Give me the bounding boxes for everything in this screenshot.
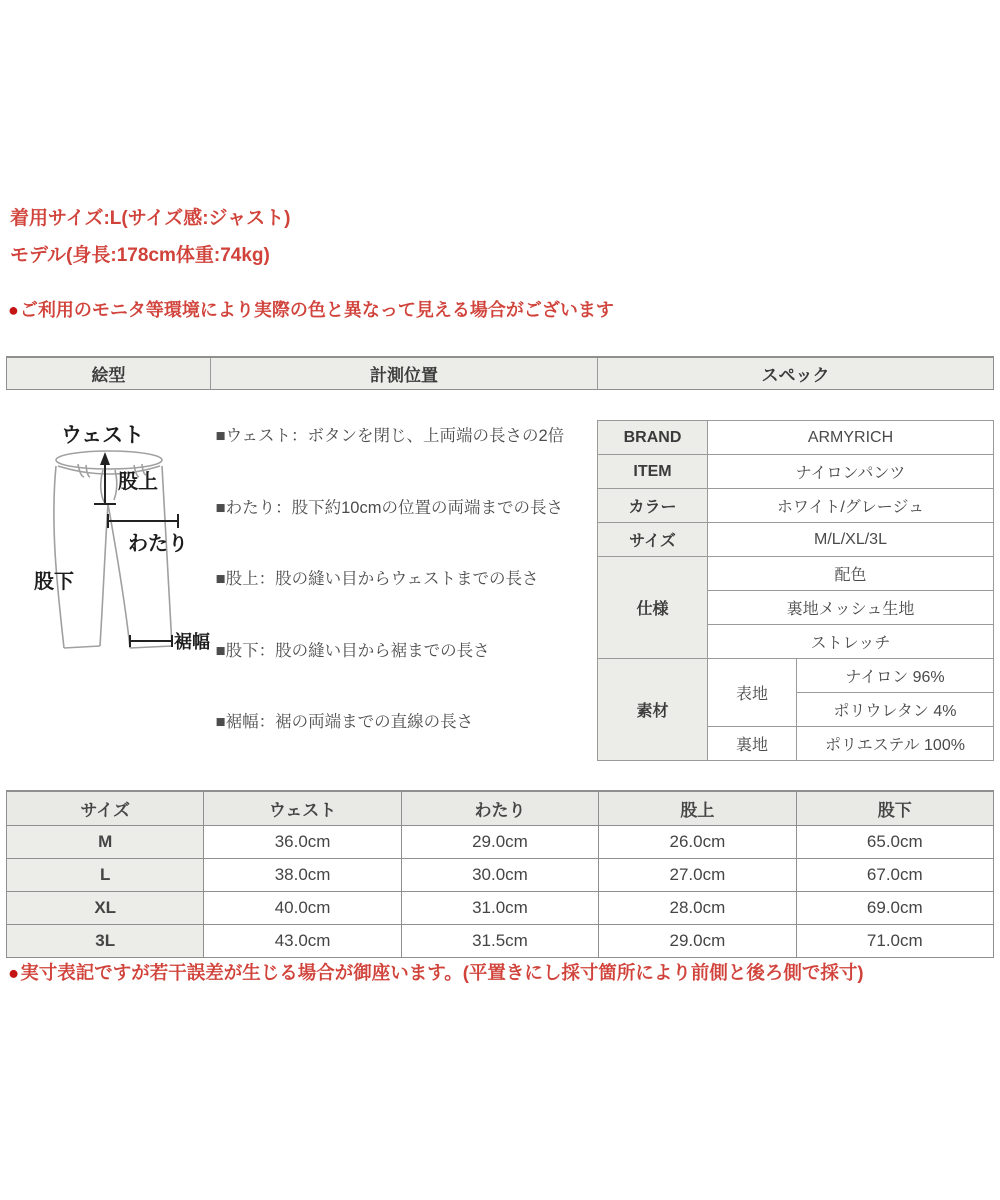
spec-row-material-1 <box>598 659 994 693</box>
spec-value-item: ナイロンパンツ <box>708 455 994 489</box>
label-hem-width: 裾幅 <box>174 632 210 652</box>
size-xl-rise: 28.0cm <box>599 891 796 924</box>
size-row-3l <box>7 924 994 957</box>
spec-value-size: M/L/XL/3L <box>708 523 994 557</box>
size-3l-label: 3L <box>7 924 204 957</box>
size-3l-rise: 29.0cm <box>599 924 796 957</box>
size-row-l <box>7 858 994 891</box>
note-waist: ■ウェスト：ボタンを閉じ、上両端の長さの2倍 <box>215 427 565 445</box>
size-l-inseam: 67.0cm <box>796 858 993 891</box>
size-m-waist: 36.0cm <box>204 825 401 858</box>
spec-row-feature-1 <box>598 557 994 591</box>
spec-label-material: 素材 <box>598 659 708 761</box>
size-table <box>6 790 994 958</box>
header-measure-position: 計測位置 <box>211 358 598 389</box>
spec-value-color: ホワイト/グレージュ <box>708 489 994 523</box>
note-hem: ■裾幅：裾の両端までの直線の長さ <box>215 713 474 732</box>
size-3l-waist: 43.0cm <box>204 924 401 957</box>
measurement-disclaimer <box>8 959 864 985</box>
header-spec: スペック <box>761 366 830 385</box>
size-col-size: サイズ <box>7 791 204 825</box>
size-m-thigh: 29.0cm <box>401 825 598 858</box>
wear-size-line: 着用サイズ:L(サイズ感:ジャスト) <box>10 208 291 229</box>
size-3l-inseam: 71.0cm <box>796 924 993 957</box>
size-l-rise: 27.0cm <box>599 858 796 891</box>
measurement-disclaimer-text: 実寸表記ですが若干誤差が生じる場合が御座います。(平置きにし採寸箇所により前側と後ろ側で採寸) <box>20 962 864 983</box>
spec-table-wrap <box>597 398 994 761</box>
size-xl-inseam: 69.0cm <box>796 891 993 924</box>
size-3l-thigh: 31.5cm <box>401 924 598 957</box>
spec-value-brand: ARMYRICH <box>708 421 994 455</box>
label-thigh: わたり <box>128 533 188 555</box>
section-header-row <box>6 356 994 390</box>
size-xl-waist: 40.0cm <box>204 891 401 924</box>
size-row-m <box>7 825 994 858</box>
spec-row-color <box>598 489 994 523</box>
size-col-inseam: 股下 <box>796 791 993 825</box>
note-rise: ■股上：股の縫い目からウェストまでの長さ <box>215 570 539 589</box>
label-inseam: 股下 <box>34 571 74 593</box>
spec-row-brand <box>598 421 994 455</box>
size-m-inseam: 65.0cm <box>796 825 993 858</box>
spec-row-item <box>598 455 994 489</box>
spec-sub-outer: 表地 <box>708 659 797 727</box>
size-m-rise: 26.0cm <box>599 825 796 858</box>
size-col-waist: ウェスト <box>204 791 401 825</box>
note-thigh: ■わたり：股下約10cmの位置の両端までの長さ <box>215 498 563 517</box>
red-dot-icon: ● <box>8 962 20 983</box>
model-stats-line: モデル(身長:178cm体重:74kg) <box>10 245 270 266</box>
spec-feature-mesh: 裏地メッシュ生地 <box>708 591 994 625</box>
content-row <box>6 398 994 761</box>
spec-row-size <box>598 523 994 557</box>
spec-material-nylon: ナイロン 96% <box>797 659 994 693</box>
spec-feature-stretch: ストレッチ <box>708 625 994 659</box>
size-xl-thigh: 31.0cm <box>401 891 598 924</box>
size-l-waist: 38.0cm <box>204 858 401 891</box>
spec-material-polyester: ポリエステル 100% <box>797 727 994 761</box>
label-rise: 股上 <box>118 471 158 493</box>
note-inseam: ■股下：股の縫い目から裾までの長さ <box>215 641 490 660</box>
measurement-notes <box>214 398 597 761</box>
spec-material-polyurethane: ポリウレタン 4% <box>797 693 994 727</box>
spec-table <box>597 420 994 761</box>
monitor-disclaimer-text: ご利用のモニタ等環境により実際の色と異なって見える場合がございます <box>19 300 614 320</box>
size-m-label: M <box>7 825 204 858</box>
spec-feature-coloring: 配色 <box>708 557 994 591</box>
size-l-thigh: 30.0cm <box>401 858 598 891</box>
size-col-rise: 股上 <box>599 791 796 825</box>
spec-label-brand: BRAND <box>598 421 708 455</box>
label-waist: ウェスト <box>61 424 145 447</box>
size-table-header-row <box>7 791 994 825</box>
model-wear-info <box>10 200 291 274</box>
spec-label-color: カラー <box>598 489 708 523</box>
spec-label-item: ITEM <box>598 455 708 489</box>
rise-arrowhead <box>100 452 110 465</box>
size-col-thigh: わたり <box>401 791 598 825</box>
size-l-label: L <box>7 858 204 891</box>
pants-sketch-svg <box>6 408 211 698</box>
spec-label-features: 仕様 <box>598 557 708 659</box>
size-xl-label: XL <box>7 891 204 924</box>
monitor-disclaimer <box>8 296 614 322</box>
spec-sub-lining: 裏地 <box>708 727 797 761</box>
red-dot-icon: ● <box>8 300 19 320</box>
spec-label-size: サイズ <box>598 523 708 557</box>
size-row-xl <box>7 891 994 924</box>
header-drawing: 絵型 <box>7 358 211 389</box>
pants-diagram <box>6 398 214 761</box>
